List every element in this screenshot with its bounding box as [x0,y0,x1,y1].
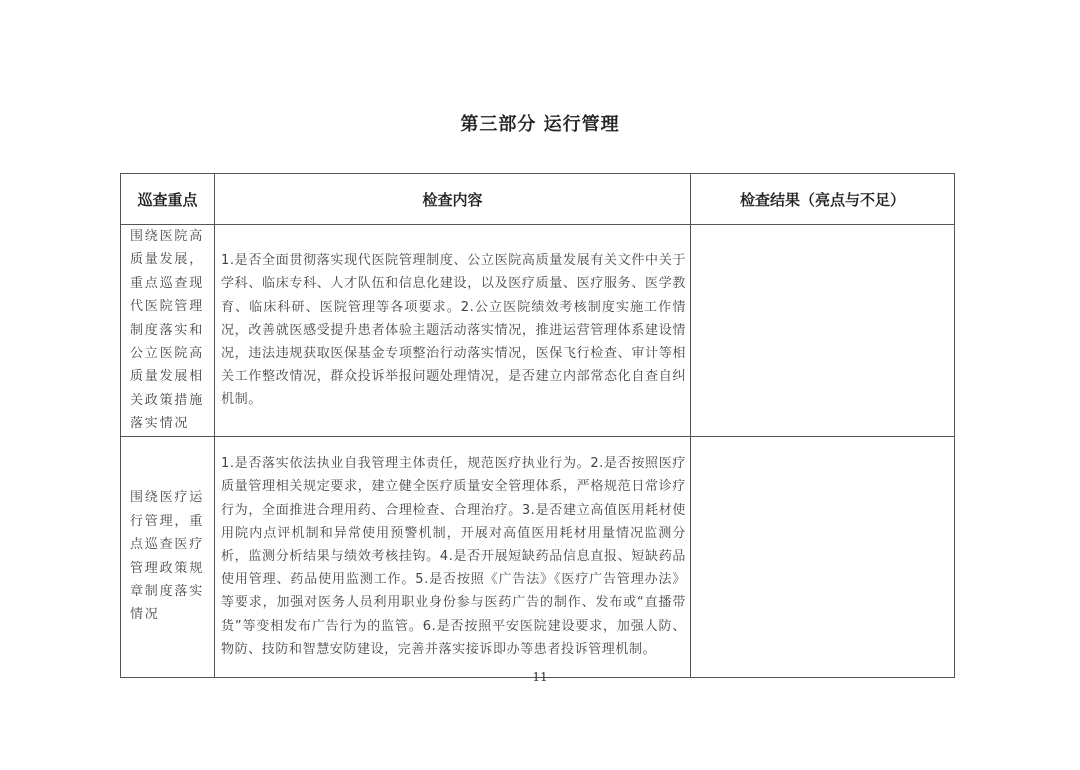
content-cell: 1.是否落实依法执业自我管理主体责任，规范医疗执业行为。2.是否按照医疗质量管理相关规定要求，建立健全医疗质量安全管理体系，严格规范日常诊疗行为，全面推进合理用药、合理检查、合理治疗。3.是否建立高值医用耗材使用院内点评机制和异常使用预警机制，开展对高值医用耗材用量情况监测分析，监测分析结果与绩效考核挂钩。4.是否开展短缺药品信息直报、短缺药品使用管理、药品使用监测工作。5.是否按照《广告法》《医疗广告管理办法》等要求，加强对医务人员利用职业身份参与医药广告的制作、发布或“直播带货”等变相发布广告行为的监管。6.是否按照平安医院建设要求，加强人防、物防、技防和智慧安防建设，完善并落实接诉即办等患者投诉管理机制。 [215,436,691,677]
focus-cell: 围绕医院高质量发展，重点巡查现代医院管理制度落实和公立医院高质量发展相关政策措施落实情况 [121,225,215,437]
focus-cell: 围绕医疗运行管理，重点巡查医疗管理政策规章制度落实情况 [121,436,215,677]
table-row [121,225,955,437]
result-cell[interactable] [691,436,955,677]
header-result: 检查结果（亮点与不足） [691,174,955,225]
page-number: 11 [532,670,548,684]
table-header-row [121,174,955,225]
result-cell[interactable] [691,225,955,437]
page-title: 第三部分 运行管理 [460,114,620,135]
header-content: 检查内容 [215,174,691,225]
content-cell: 1.是否全面贯彻落实现代医院管理制度、公立医院高质量发展有关文件中关于学科、临床专科、人才队伍和信息化建设，以及医疗质量、医疗服务、医学教育、临床科研、医院管理等各项要求。2.公立医院绩效考核制度实施工作情况，改善就医感受提升患者体验主题活动落实情况，推进运营管理体系建设情况，违法违规获取医保基金专项整治行动落实情况，医保飞行检查、审计等相关工作整改情况，群众投诉举报问题处理情况，是否建立内部常态化自查自纠机制。 [215,225,691,437]
header-focus: 巡查重点 [121,174,215,225]
inspection-table [120,173,955,678]
table-row [121,436,955,677]
